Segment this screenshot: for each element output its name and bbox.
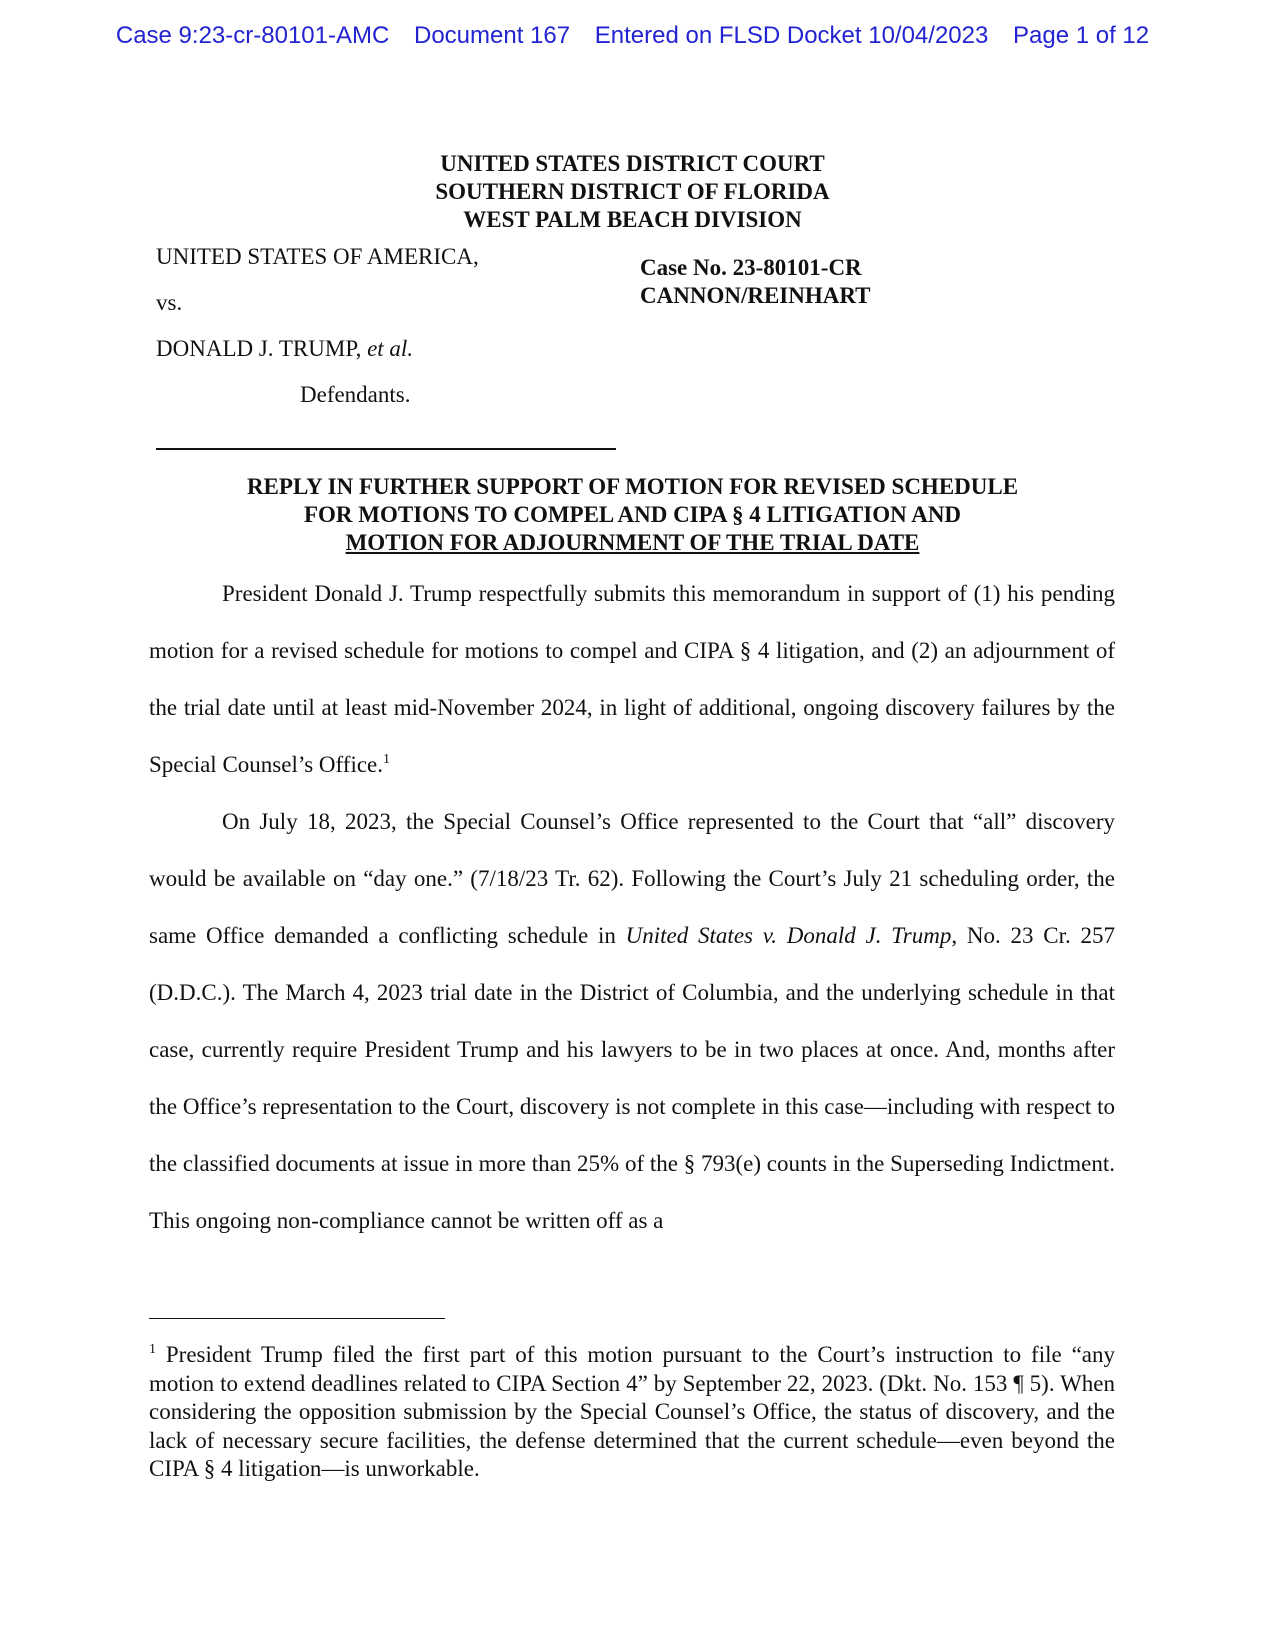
title-line-1: REPLY IN FURTHER SUPPORT OF MOTION FOR REVISED SCHEDULE bbox=[246, 474, 1019, 499]
court-district: SOUTHERN DISTRICT OF FLORIDA bbox=[435, 179, 830, 204]
defendant-name bbox=[156, 336, 413, 362]
defendants-label: Defendants. bbox=[300, 382, 411, 407]
title-line-2: FOR MOTIONS TO COMPEL AND CIPA § 4 LITIGATION AND bbox=[303, 502, 962, 527]
court-division: WEST PALM BEACH DIVISION bbox=[463, 207, 802, 232]
stamp-entered-date: Entered on FLSD Docket 10/04/2023 bbox=[594, 22, 989, 49]
caption-divider bbox=[156, 448, 616, 450]
assigned-judges: CANNON/REINHART bbox=[640, 283, 871, 308]
memorandum-body bbox=[149, 565, 1115, 1249]
stamp-case-number: Case 9:23-cr-80101-AMC bbox=[115, 22, 390, 49]
stamp-document-number: Document 167 bbox=[413, 22, 571, 49]
defendant-name-text: DONALD J. TRUMP, bbox=[156, 336, 362, 361]
plaintiff-name: UNITED STATES OF AMERICA, bbox=[156, 244, 479, 269]
paragraph-1 bbox=[149, 565, 1115, 793]
paragraph-1-text: President Donald J. Trump respectfully submits this memorandum in support of (1) his pending motion for a revised schedule for motions to compel and CIPA § 4 litigation, and (2) an adjournment of the trial date until at least mid-November 2024, in light of additional, ongoing discovery failures by the Special Counsel’s Office. bbox=[149, 581, 1115, 777]
footnote-1 bbox=[149, 1341, 1115, 1484]
defendant-etal: et al. bbox=[367, 336, 414, 361]
title-line-3: MOTION FOR ADJOURNMENT OF THE TRIAL DATE bbox=[345, 530, 920, 555]
footnote-marker: 1 bbox=[149, 1342, 156, 1357]
footnote-text: President Trump filed the first part of this motion pursuant to the Court’s instruction to file “any motion to extend deadlines related to CIPA Section 4” by September 22, 2023. (Dkt. No. 153 ¶ 5). When considering the opposition submission by the Special Counsel’s Office, the status of discovery, and the lack of necessary secure facilities, the defense determined that the current schedule—even beyond the CIPA § 4 litigation—is unworkable. bbox=[149, 1342, 1115, 1481]
paragraph-2 bbox=[149, 793, 1115, 1249]
paragraph-2-text-b: , No. 23 Cr. 257 (D.D.C.). The March 4, 2023 trial date in the District of Columbia, and the underlying schedule in that case, currently require President Trump and his lawyers to be in two places at once. And, months after the Office’s representation to the Court, discovery is not complete in this case—including with respect to the classified documents at issue in more than 25% of the § 793(e) counts in the Superseding Indictment. This ongoing non-compliance cannot be written off as a bbox=[149, 923, 1116, 1233]
court-name: UNITED STATES DISTRICT COURT bbox=[440, 151, 825, 176]
paragraph-2-text-a: On July 18, 2023, the Special Counsel’s Office represented to the Court that “all” discovery would be available on “day one.” (7/18/23 Tr. 62). Following the Court’s July 21 scheduling order, the same Office demanded a conflicting schedule in bbox=[149, 809, 1115, 948]
document-title bbox=[0, 473, 1265, 557]
stamp-page-count: Page 1 of 12 bbox=[1013, 22, 1150, 49]
ecf-header-stamp bbox=[0, 22, 1265, 50]
footnote-ref-1: 1 bbox=[383, 752, 390, 767]
case-number: Case No. 23-80101-CR bbox=[640, 255, 862, 280]
case-number-block bbox=[640, 254, 870, 310]
court-heading bbox=[0, 150, 1265, 234]
case-citation: United States v. Donald J. Trump bbox=[625, 923, 952, 948]
footnote-divider bbox=[149, 1318, 445, 1319]
versus-label: vs. bbox=[156, 290, 183, 315]
